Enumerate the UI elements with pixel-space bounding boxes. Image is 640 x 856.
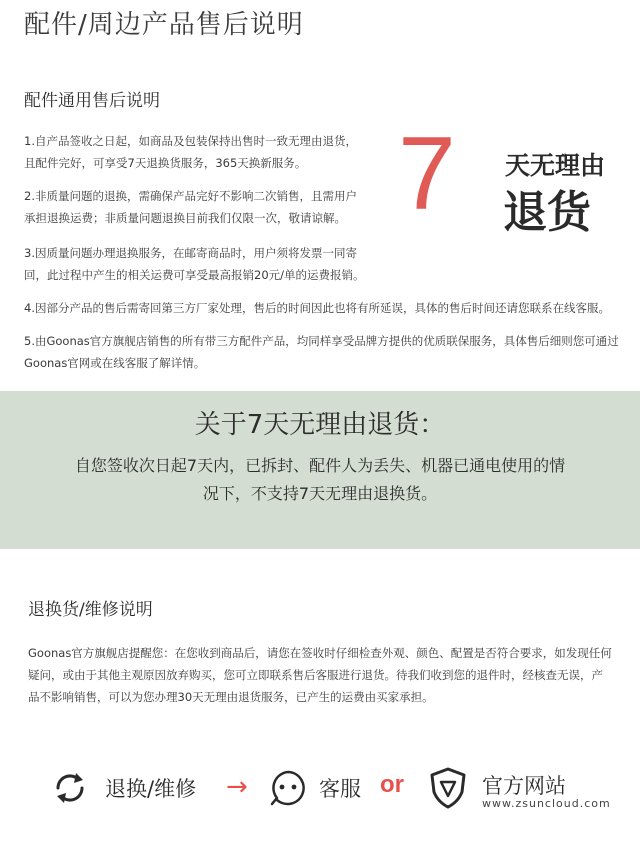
badge-line1: 天无理由 [505,151,606,180]
page-title: 配件/周边产品售后说明 [24,10,304,40]
official-site-link[interactable]: 官方网站 [482,774,566,798]
customer-service-link[interactable]: 客服 [319,777,361,801]
list-item: 4.因部分产品的售后需寄回第三方厂家处理，售后的时间因此也将有所延误，具体的售后时间还请您联系在线客服。 [24,301,610,315]
chat-face-icon[interactable] [268,768,308,808]
list-item: 1.自产品签收之日起，如商品及包装保持出售时一致无理由退货，且配件完好，可享受7天退换货服务，365天换新服务。 [24,134,357,170]
site-url[interactable]: www.zsuncloud.com [482,797,611,810]
section1-title: 配件通用售后说明 [24,91,160,111]
section2-title: 退换货/维修说明 [28,600,153,620]
list-item: 5.由Goonas官方旗舰店销售的所有带三方配件产品，均同样享受品牌方提供的优质联保服务，具体售后细则您可通过Goonas官网或在线客服了解详情。 [24,334,619,370]
list-item: 2.非质量问题的退换，需确保产品完好不影响二次销售，且需用户承担退换运费；非质量问题退换目前我们仅限一次，敬请谅解。 [24,189,357,225]
banner-body: 自您签收次日起7天内，已拆封、配件人为丢失、机器已通电使用的情况下，不支持7天无理由退换货。 [74,456,566,503]
arrow-right-icon: → [226,772,248,802]
section2-text: Goonas官方旗舰店提醒您：在您收到商品后，请您在签收时仔细检查外观、颜色、配置是否符合要求，如发现任何疑问，或由于其他主观原因放弃购买，您可立即联系售后客服进行退货。待我们收到您的退件时，经核查无误，产品不影响销售，可以为您办理30天无理由退货服务，已产生的运费由买家承担。 [28,646,612,704]
or-text: or [380,771,404,798]
shield-logo-icon[interactable] [428,766,468,810]
list-item: 3.因质量问题办理退换服务，在邮寄商品时，用户须将发票一同寄回，此过程中产生的相关运费可享受最高报销20元/单的运费报销。 [24,246,365,282]
return-repair-link[interactable]: 退换/维修 [105,777,197,801]
banner-title: 关于7天无理由退货： [194,410,446,440]
badge-line2: 退货 [503,187,591,238]
badge-number: 7 [398,116,456,232]
refresh-icon[interactable] [50,768,90,808]
